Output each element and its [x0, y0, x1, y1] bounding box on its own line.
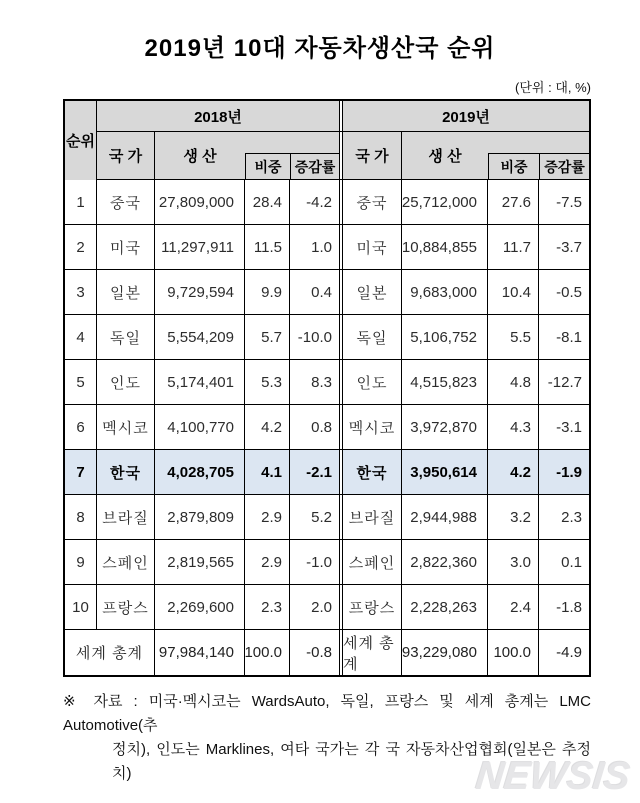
production-cell-2019: 25,712,000 [402, 180, 488, 224]
country-cell-2018: 프랑스 [97, 585, 155, 629]
share-cell-2019: 27.6 [488, 180, 539, 224]
rank-cell: 3 [65, 270, 97, 314]
share-cell-2018: 11.5 [245, 225, 290, 269]
source-note-line2: 정치), 인도는 Marklines, 여타 국가는 각 국 자동차산업협회(일본은 추정치) [112, 741, 591, 782]
share-cell-2018: 28.4 [245, 180, 290, 224]
country-cell-2019: 일본 [343, 270, 402, 314]
share-cell-2018: 5.3 [245, 360, 290, 404]
rank-cell: 6 [65, 405, 97, 449]
country-cell-2019: 독일 [343, 315, 402, 359]
source-note-line1: ※ 자료 : 미국·멕시코는 WardsAuto, 독일, 프랑스 및 세계 총계는 LMC Automotive(추 [63, 693, 591, 734]
change-cell-2019: 2.3 [561, 508, 582, 526]
header-share-2018: 비중 [245, 153, 290, 179]
share-cell-2019: 4.3 [488, 405, 539, 449]
production-cell-2018: 4,100,770 [155, 405, 245, 449]
total-share-2019: 100.0 [488, 630, 539, 675]
change-cell-2018: -1.0 [306, 553, 332, 571]
header-year-2019: 2019년 [442, 108, 490, 126]
change-cell-2019: -12.7 [547, 373, 582, 391]
production-cell-2019: 4,515,823 [402, 360, 488, 404]
production-cell-2018: 2,879,809 [155, 495, 245, 539]
rank-cell: 10 [65, 585, 97, 629]
share-cell-2019: 4.2 [488, 450, 539, 494]
production-cell-2018: 27,809,000 [155, 180, 245, 224]
share-cell-2019: 4.8 [488, 360, 539, 404]
change-cell-2018: 2.0 [311, 598, 332, 616]
production-cell-2019: 10,884,855 [402, 225, 488, 269]
header-right [97, 101, 589, 180]
production-cell-2019: 5,106,752 [402, 315, 488, 359]
production-cell-2018: 5,554,209 [155, 315, 245, 359]
total-production-2018: 97,984,140 [155, 630, 245, 675]
rank-cell: 8 [65, 495, 97, 539]
change-cell-2019: -1.9 [556, 463, 582, 481]
newsis-watermark: NEWSIS [473, 755, 633, 798]
change-cell-2018: -2.1 [306, 463, 332, 481]
table-row [65, 450, 589, 495]
share-cell-2018: 2.9 [245, 540, 290, 584]
share-cell-2019: 3.2 [488, 495, 539, 539]
header-year-row [97, 101, 589, 132]
production-cell-2018: 11,297,911 [155, 225, 245, 269]
table-row [65, 585, 589, 630]
total-change-2019: -4.9 [556, 644, 582, 661]
change-cell-2019: -0.5 [556, 283, 582, 301]
header-production-2018: 생 산 [183, 148, 217, 165]
table-row [65, 495, 589, 540]
country-cell-2018: 미국 [97, 225, 155, 269]
content-area [63, 77, 591, 786]
production-cell-2019: 2,228,263 [402, 585, 488, 629]
table-row [65, 405, 589, 450]
country-cell-2019: 프랑스 [343, 585, 402, 629]
share-cell-2018: 2.3 [245, 585, 290, 629]
share-cell-2019: 10.4 [488, 270, 539, 314]
production-cell-2019: 9,683,000 [402, 270, 488, 314]
production-cell-2019: 3,972,870 [402, 405, 488, 449]
change-cell-2019: -3.1 [556, 418, 582, 436]
country-cell-2019: 스페인 [343, 540, 402, 584]
rank-cell: 4 [65, 315, 97, 359]
rank-cell: 7 [65, 450, 97, 494]
share-cell-2018: 4.2 [245, 405, 290, 449]
share-cell-2018: 2.9 [245, 495, 290, 539]
change-cell-2018: 5.2 [311, 508, 332, 526]
production-cell-2019: 2,822,360 [402, 540, 488, 584]
table-row [65, 225, 589, 270]
country-cell-2018: 멕시코 [97, 405, 155, 449]
total-production-2019: 93,229,080 [402, 630, 488, 675]
change-cell-2019: -3.7 [556, 238, 582, 256]
header-country-2018: 국 가 [97, 132, 155, 179]
production-cell-2018: 2,819,565 [155, 540, 245, 584]
header-group-2018 [155, 132, 339, 179]
production-cell-2018: 4,028,705 [155, 450, 245, 494]
table-body [65, 180, 589, 630]
country-cell-2019: 멕시코 [343, 405, 402, 449]
production-table [63, 99, 591, 677]
country-cell-2018: 브라질 [97, 495, 155, 539]
country-cell-2019: 브라질 [343, 495, 402, 539]
change-cell-2018: -4.2 [306, 193, 332, 211]
header-rank: 순위 [65, 101, 97, 180]
country-cell-2018: 한국 [97, 450, 155, 494]
country-cell-2019: 중국 [343, 180, 402, 224]
rank-cell: 1 [65, 180, 97, 224]
table-row [65, 360, 589, 405]
header-production-2019: 생 산 [428, 148, 462, 165]
header-subrow [97, 132, 589, 180]
total-label-2018: 세계 총계 [65, 630, 155, 675]
table-row [65, 540, 589, 585]
change-cell-2019: -8.1 [556, 328, 582, 346]
total-change-2018: -0.8 [306, 644, 332, 661]
rank-cell: 2 [65, 225, 97, 269]
production-cell-2019: 2,944,988 [402, 495, 488, 539]
change-cell-2019: 0.1 [561, 553, 582, 571]
rank-cell: 5 [65, 360, 97, 404]
table-row [65, 315, 589, 360]
table-header [65, 101, 589, 180]
page-title: 2019년 10대 자동차생산국 순위 [144, 35, 496, 62]
rank-cell: 9 [65, 540, 97, 584]
header-country-2019: 국 가 [343, 132, 402, 179]
change-cell-2018: 8.3 [311, 373, 332, 391]
country-cell-2019: 한국 [343, 450, 402, 494]
total-label-2019: 세계 총계 [343, 630, 402, 675]
production-cell-2018: 9,729,594 [155, 270, 245, 314]
change-cell-2018: 0.8 [311, 418, 332, 436]
table-row [65, 180, 589, 225]
header-group-2019 [402, 132, 589, 179]
header-change-2019: 증감률 [539, 153, 589, 179]
change-cell-2018: 1.0 [311, 238, 332, 256]
production-cell-2018: 2,269,600 [155, 585, 245, 629]
country-cell-2019: 미국 [343, 225, 402, 269]
share-cell-2019: 5.5 [488, 315, 539, 359]
country-cell-2018: 일본 [97, 270, 155, 314]
share-cell-2019: 2.4 [488, 585, 539, 629]
share-cell-2019: 3.0 [488, 540, 539, 584]
production-cell-2019: 3,950,614 [402, 450, 488, 494]
unit-note: (단위 : 대, %) [515, 80, 591, 95]
header-share-2019: 비중 [488, 153, 539, 179]
total-row [65, 630, 589, 675]
share-cell-2018: 5.7 [245, 315, 290, 359]
change-cell-2019: -7.5 [556, 193, 582, 211]
country-cell-2018: 독일 [97, 315, 155, 359]
production-cell-2018: 5,174,401 [155, 360, 245, 404]
header-change-2018: 증감률 [290, 153, 339, 179]
total-share-2018: 100.0 [245, 630, 290, 675]
share-cell-2019: 11.7 [488, 225, 539, 269]
table-row [65, 270, 589, 315]
country-cell-2018: 중국 [97, 180, 155, 224]
country-cell-2018: 인도 [97, 360, 155, 404]
change-cell-2018: 0.4 [311, 283, 332, 301]
change-cell-2019: -1.8 [556, 598, 582, 616]
change-cell-2018: -10.0 [297, 328, 332, 346]
share-cell-2018: 9.9 [245, 270, 290, 314]
country-cell-2019: 인도 [343, 360, 402, 404]
country-cell-2018: 스페인 [97, 540, 155, 584]
header-year-2018: 2018년 [194, 108, 242, 126]
share-cell-2018: 4.1 [245, 450, 290, 494]
